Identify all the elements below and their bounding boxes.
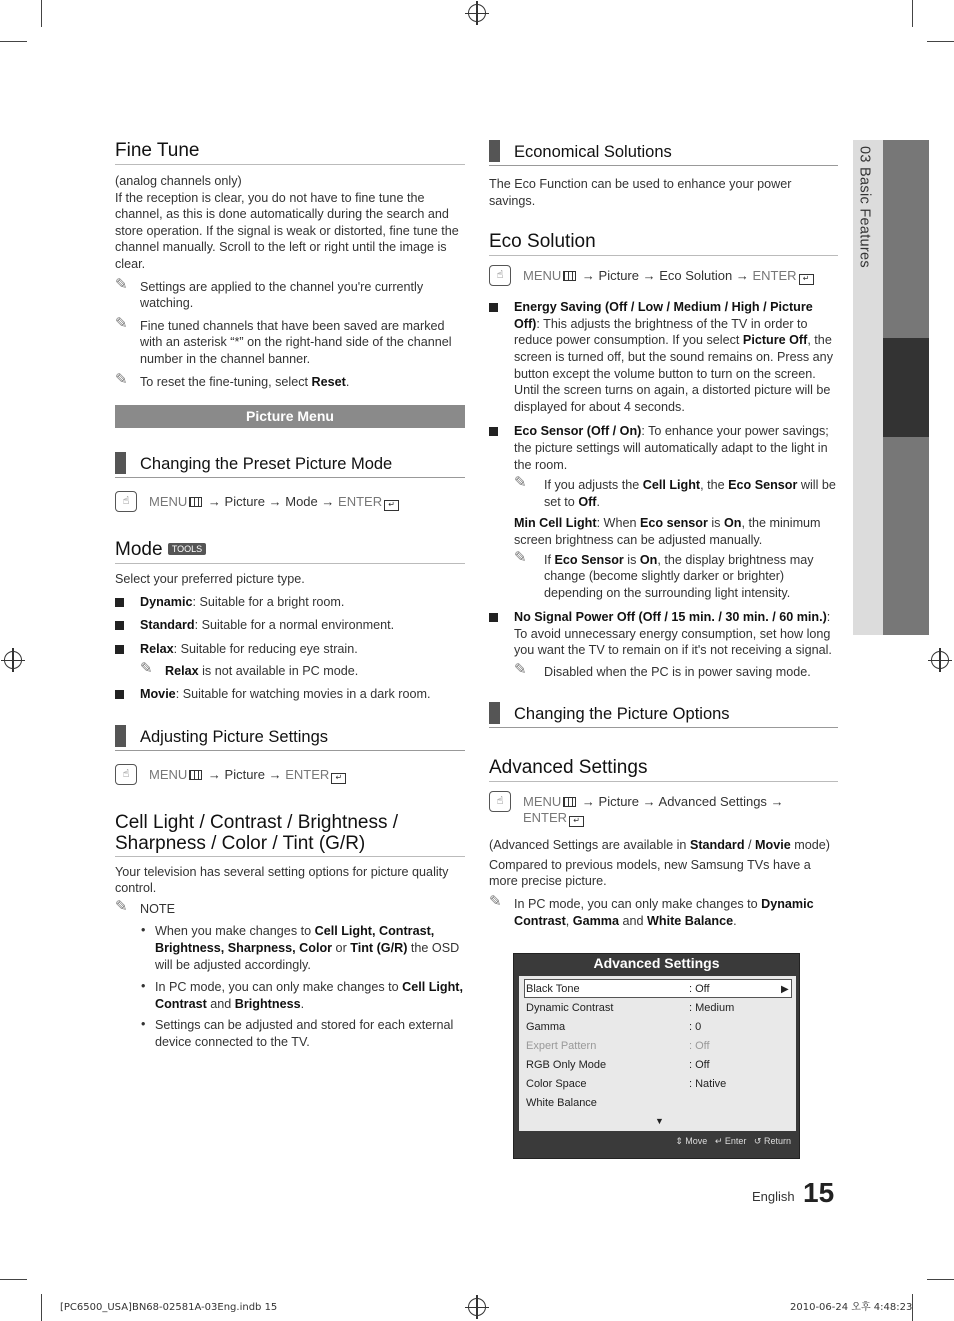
- scroll-down-icon[interactable]: ▼: [655, 1116, 664, 1126]
- osd-row-label[interactable]: White Balance: [526, 1097, 597, 1109]
- enter-icon: ↵: [384, 500, 399, 511]
- list-item: • Settings can be adjusted and stored for each external device connected to the TV.: [141, 1017, 465, 1050]
- menu-icon: [189, 497, 202, 507]
- list-item: Standard: Suitable for a normal environment.: [115, 617, 465, 634]
- print-info-right: 2010-06-24 오후 4:48:23: [790, 1302, 913, 1313]
- right-column: [489, 140, 838, 929]
- osd-row-value: : Off: [689, 983, 710, 995]
- osd-footer: ⇕ Move ↵ Enter ↺ Return: [675, 1136, 791, 1147]
- pencil-note-icon: ✎: [115, 897, 128, 915]
- side-tab-block-active: [883, 338, 929, 437]
- list-item: • When you make changes to Cell Light, Contrast, Brightness, Sharpness, Color or Tint (G/R) the OSD will be adjusted accordingly.: [141, 923, 465, 973]
- hand-icon: ☝: [115, 491, 137, 512]
- menu-path: ☝ MENU → Picture → Advanced Settings → ENTER ↵: [489, 794, 838, 828]
- note: ✎ Fine tuned channels that have been saved are marked with an asterisk “*” on the right-hand side of the channel number in the channel banner.: [115, 314, 452, 366]
- crop-mark: [41, 0, 42, 27]
- osd-row-value: : 0: [689, 1021, 702, 1033]
- advanced-availability: (Advanced Settings are available in Standard / Movie mode): [489, 838, 830, 853]
- adjusting-picture-heading: Adjusting Picture Settings: [115, 725, 465, 751]
- pencil-note-icon: ✎: [115, 314, 128, 332]
- bullet-square-icon: [115, 598, 124, 607]
- eco-solution-heading: Eco Solution: [489, 231, 838, 256]
- registration-mark-icon: [468, 4, 486, 22]
- page-number: 15: [803, 1177, 835, 1208]
- registration-mark-icon: [4, 651, 22, 669]
- osd-row-value: : Off: [689, 1059, 710, 1071]
- osd-row-label[interactable]: Color Space: [526, 1078, 587, 1090]
- list-item: Movie: Suitable for watching movies in a dark room.: [115, 686, 465, 703]
- page-language: English: [752, 1189, 795, 1204]
- osd-row-value: : Off: [689, 1040, 710, 1052]
- left-column: [115, 140, 465, 1051]
- picture-options-heading: Changing the Picture Options: [489, 702, 838, 728]
- pencil-note-icon: ✎: [514, 661, 527, 679]
- menu-icon: [563, 271, 576, 281]
- enter-icon: ↵: [799, 274, 814, 285]
- menu-path: ☝ MENU → Picture → Eco Solution → ENTER ↵: [489, 268, 838, 285]
- list-item: Energy Saving (Off / Low / Medium / High / Picture Off): This adjusts the brightness of the TV in order to reduce power consumption. If you select Picture Off, the screen is turned off, but the sound remains on. Press any button except the volume button to turn on the screen. Until the screen turns on again, a distorted picture will be displayed for about 4 seconds.: [489, 299, 838, 415]
- osd-menu: [519, 976, 796, 1131]
- mode-heading: Mode TOOLS: [115, 539, 465, 564]
- note: ✎ If you adjusts the Cell Light, the Eco Sensor will be set to Off.: [514, 474, 836, 509]
- pencil-note-icon: ✎: [514, 474, 527, 492]
- note: ✎ Disabled when the PC is in power saving mode.: [514, 661, 811, 680]
- crop-mark: [41, 1294, 42, 1321]
- cell-light-heading: Cell Light / Contrast / Brightness / Sharpness / Color / Tint (G/R): [115, 812, 465, 857]
- list-item: Relax: Suitable for reducing eye strain.: [115, 641, 465, 658]
- list-item: Eco Sensor (Off / On): To enhance your power savings; the picture settings will automatically adapt to the light in the room.: [489, 423, 838, 473]
- side-tab-block: [883, 140, 929, 338]
- list-item: No Signal Power Off (Off / 15 min. / 30 min. / 60 min.): To avoid unnecessary energy consumption, set how long you want the TV to remain on if it's not receiving a signal.: [489, 609, 838, 659]
- crop-mark: [927, 41, 954, 42]
- bullet-square-icon: [489, 427, 498, 436]
- enter-icon: ↵: [331, 773, 346, 784]
- note: ✎ If Eco Sensor is On, the display brightness may change (become slightly darker or brighter) depending on the surrounding light intensity.: [514, 548, 814, 600]
- move-icon: ⇕: [675, 1136, 683, 1147]
- crop-mark: [0, 1279, 27, 1280]
- fine-tune-subtitle: (analog channels only): [115, 174, 242, 188]
- note: ✎ Settings are applied to the channel you're currently watching.: [115, 275, 424, 311]
- pencil-note-icon: ✎: [115, 370, 128, 388]
- osd-row-value: : Medium: [689, 1002, 735, 1014]
- pencil-note-icon: ✎: [489, 893, 502, 911]
- list-item: • In PC mode, you can only make changes to Cell Light, Contrast and Brightness.: [141, 979, 465, 1012]
- osd-row-label[interactable]: Gamma: [526, 1021, 566, 1033]
- bullet-square-icon: [115, 621, 124, 630]
- mode-intro: Select your preferred picture type.: [115, 572, 305, 587]
- bullet-square-icon: [115, 690, 124, 699]
- crop-mark: [927, 1279, 954, 1280]
- side-tab-block: [883, 437, 929, 635]
- enter-icon: ↵: [569, 816, 584, 827]
- note: ✎ To reset the fine-tuning, select Reset.: [115, 370, 350, 389]
- crop-mark: [0, 41, 27, 42]
- arrow-right-icon: ▶: [781, 984, 789, 995]
- bullet-square-icon: [115, 645, 124, 654]
- return-icon: ↺: [753, 1136, 762, 1147]
- menu-icon: [189, 770, 202, 780]
- osd-row-value: : Native: [689, 1078, 727, 1090]
- enter-icon: ↵: [714, 1136, 723, 1147]
- menu-icon: [563, 797, 576, 807]
- hand-icon: ☝: [115, 764, 137, 785]
- side-tab-label: 03 Basic Features: [856, 146, 873, 268]
- osd-row-label[interactable]: RGB Only Mode: [526, 1059, 607, 1071]
- crop-mark: [912, 0, 913, 27]
- registration-mark-icon: [931, 651, 949, 669]
- min-cell-light-text: Min Cell Light: When Eco sensor is On, the minimum screen brightness can be adjusted manually.: [514, 516, 821, 547]
- note-label: ✎ NOTE: [115, 897, 175, 916]
- pencil-note-icon: ✎: [140, 659, 153, 677]
- eco-body: The Eco Function can be used to enhance your power savings.: [489, 177, 792, 208]
- menu-path: ☝ MENU → Picture → ENTER ↵: [115, 767, 465, 784]
- fine-tune-body: If the reception is clear, you do not have to fine tune the channel, as this is done automatically during the search and store operation. If the signal is weak or distorted, fine tune the channel manually. Scroll to the left or right until the image is clear.: [115, 190, 459, 271]
- fine-tune-heading: Fine Tune: [115, 140, 465, 165]
- cell-light-body: Your television has several setting options for picture quality control.: [115, 864, 449, 896]
- pencil-note-icon: ✎: [115, 275, 128, 293]
- bullet-square-icon: [489, 303, 498, 312]
- hand-icon: ☝: [489, 791, 511, 812]
- list-item: Dynamic: Suitable for a bright room.: [115, 594, 465, 611]
- advanced-settings-osd: [513, 953, 800, 1159]
- preset-picture-mode-heading: Changing the Preset Picture Mode: [115, 452, 465, 478]
- osd-row-label-disabled: Expert Pattern: [526, 1040, 597, 1052]
- advanced-body: Compared to previous models, new Samsung TVs have a more precise picture.: [489, 857, 811, 889]
- advanced-settings-heading: Advanced Settings: [489, 757, 838, 782]
- pencil-note-icon: ✎: [514, 548, 527, 566]
- osd-row-label[interactable]: Black Tone: [526, 983, 580, 995]
- print-info-left: [PC6500_USA]BN68-02581A-03Eng.indb 15: [60, 1302, 278, 1313]
- economical-solutions-heading: Economical Solutions: [489, 140, 838, 166]
- osd-title: Advanced Settings: [593, 955, 720, 971]
- osd-row-label[interactable]: Dynamic Contrast: [526, 1002, 614, 1014]
- note: ✎ In PC mode, you can only make changes to Dynamic Contrast, Gamma and White Balance.: [489, 893, 814, 928]
- menu-path: ☝ MENU → Picture → Mode → ENTER ↵: [115, 494, 465, 511]
- note: ✎ Relax is not available in PC mode.: [140, 659, 359, 678]
- picture-menu-banner: Picture Menu: [115, 405, 465, 428]
- registration-mark-icon: [468, 1298, 486, 1316]
- hand-icon: ☝: [489, 265, 511, 286]
- bullet-square-icon: [489, 613, 498, 622]
- tools-badge: TOOLS: [168, 543, 206, 555]
